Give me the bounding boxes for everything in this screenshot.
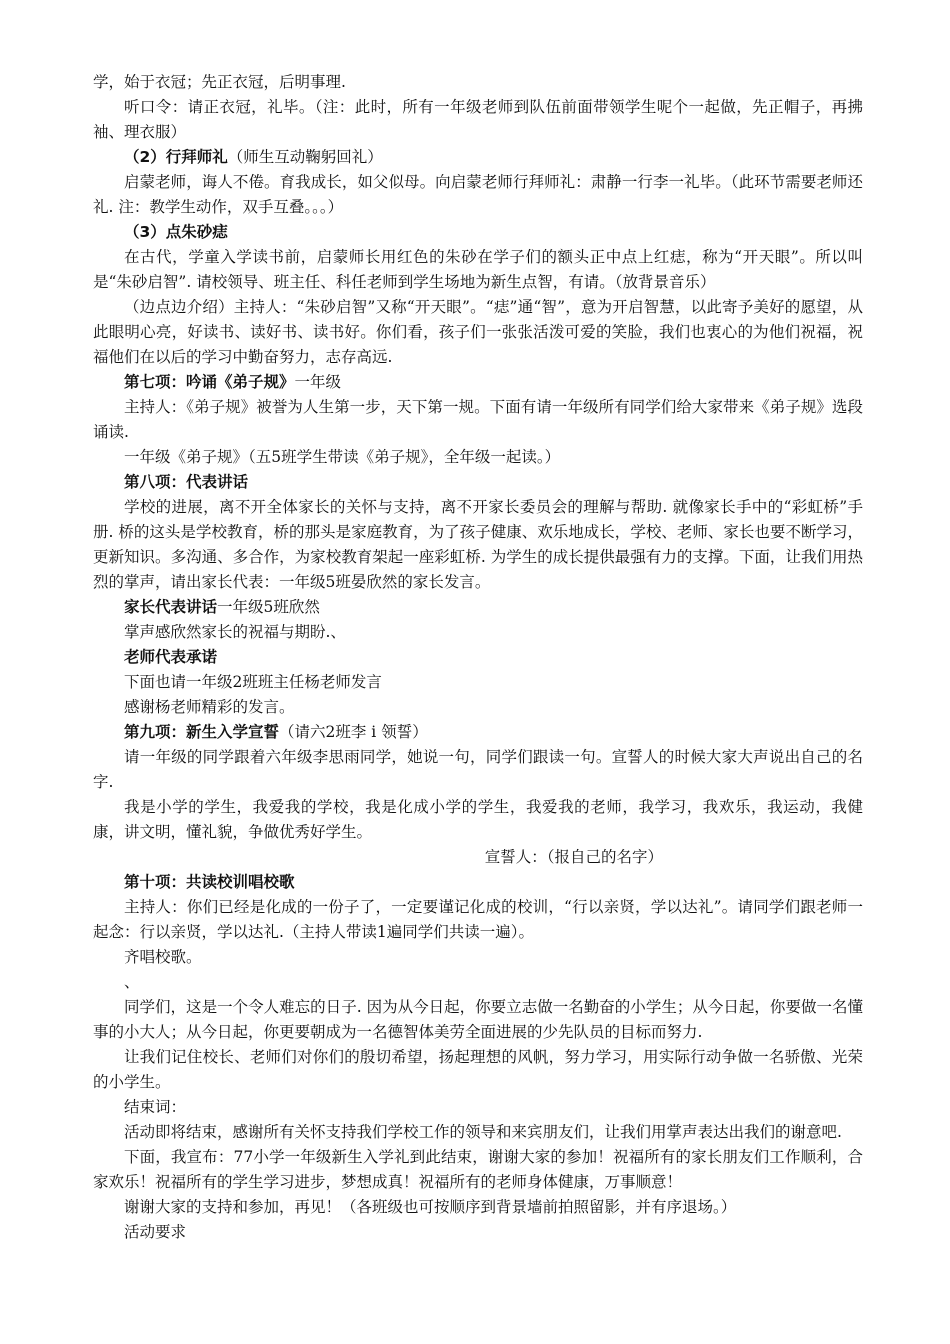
paragraph: 结束词： xyxy=(124,1098,187,1116)
heading-text: 第七项：吟诵《弟子规》 xyxy=(124,373,295,391)
paragraph: 感谢杨老师精彩的发言。 xyxy=(124,698,295,716)
heading-text: （2）行拜师礼 xyxy=(124,148,228,166)
heading-note: （师生互动鞠躬回礼） xyxy=(227,148,383,166)
section-heading: 第十项：共读校训唱校歌 xyxy=(124,873,295,891)
paragraph: 学，始于衣冠；先正衣冠，后明事理. xyxy=(93,73,346,91)
paragraph: 主持人：你们已经是化成的一份子了，一定要谨记化成的校训，“行以亲贤，学以达礼”。请同学们跟老师一起念：行以亲贤，学以达礼.（主持人带读1遍同学们共读一遍）。 xyxy=(93,898,863,941)
paragraph: （边点边介绍）主持人：“朱砂启智”又称“开天眼”。“痣”通“智”，意为开启智慧，以此寄予美好的愿望，从此眼明心亮，好读书、读好书、读书好。你们看，孩子们一张张活泼可爱的笑脸，我们也衷心的为他们祝福，祝福他们在以后的学习中勤奋努力，志存高远. xyxy=(93,298,863,366)
paragraph: 听口令：请正衣冠，礼毕。（注：此时，所有一年级老师到队伍前面带领学生呢个一起做，先正帽子，再拂袖、理衣服） xyxy=(93,98,863,141)
paragraph: 启蒙老师，诲人不倦。育我成长，如父似母。向启蒙老师行拜师礼：肃静一行李一礼毕。（此环节需要老师还礼. 注：教学生动作，双手互叠。。。） xyxy=(93,173,863,216)
section-heading xyxy=(93,595,863,620)
paragraph: 我是小学的学生，我爱我的学校，我是化成小学的学生，我爱我的老师，我学习，我欢乐，我运动，我健康，讲文明，懂礼貌，争做优秀好学生。 xyxy=(93,798,863,841)
paragraph: 同学们，这是一个令人难忘的日子. 因为从今日起，你要立志做一名勤奋的小学生；从今日起，你要做一名懂事的小大人；从今日起，你更要朝成为一名德智体美劳全面进展的少先队员的目标而努力. xyxy=(93,998,863,1041)
paragraph: 掌声感欣然家长的祝福与期盼.、 xyxy=(124,623,346,641)
heading-text: 第九项：新生入学宣誓 xyxy=(124,723,280,741)
paragraph: 齐唱校歌。 xyxy=(124,948,202,966)
section-heading xyxy=(93,720,863,745)
heading-note: （请六2班李 i 领誓） xyxy=(279,723,428,741)
section-heading xyxy=(93,145,863,170)
paragraph: 下面也请一年级2班班主任杨老师发言 xyxy=(124,673,382,691)
paragraph: 下面，我宣布：77小学一年级新生入学礼到此结束，谢谢大家的参加！祝福所有的家长朋友们工作顺利，合家欢乐！祝福所有的学生学习进步，梦想成真！祝福所有的老师身体健康，万事顺意！ xyxy=(93,1148,863,1191)
document-page xyxy=(93,70,863,1245)
paragraph: 让我们记住校长、老师们对你们的殷切希望，扬起理想的风帆，努力学习，用实际行动争做一名骄傲、光荣的小学生。 xyxy=(93,1048,863,1091)
section-heading xyxy=(93,370,863,395)
section-heading: （3）点朱砂痣 xyxy=(124,223,228,241)
paragraph: 请一年级的同学跟着六年级李思雨同学，她说一句，同学们跟读一句。宣誓人的时候大家大声说出自己的名字. xyxy=(93,748,863,791)
heading-note: 一年级5班欣然 xyxy=(217,598,320,616)
section-heading: 第八项：代表讲话 xyxy=(124,473,249,491)
paragraph: 在古代，学童入学读书前，启蒙师长用红色的朱砂在学子们的额头正中点上红痣，称为“开天眼”。所以叫是“朱砂启智”. 请校领导、班主任、科任老师到学生场地为新生点智，有请。（放背景音乐） xyxy=(93,248,863,291)
heading-text: 家长代表讲话 xyxy=(124,598,218,616)
section-heading: 老师代表承诺 xyxy=(124,648,218,666)
paragraph: 主持人：《弟子规》被誉为人生第一步，天下第一规。下面有请一年级所有同学们给大家带来《弟子规》选段诵读. xyxy=(93,398,863,441)
paragraph: 活动即将结束，感谢所有关怀支持我们学校工作的领导和来宾朋友们，让我们用掌声表达出我们的谢意吧. xyxy=(124,1123,842,1141)
oath-signature: 宣誓人：（报自己的名字） xyxy=(484,848,663,866)
paragraph: 一年级《弟子规》（五5班学生带读《弟子规》，全年级一起读。） xyxy=(124,448,561,466)
paragraph: 、 xyxy=(124,973,140,991)
heading-note: 一年级 xyxy=(294,373,342,391)
paragraph: 谢谢大家的支持和参加，再见！（各班级也可按顺序到背景墙前拍照留影，并有序退场。） xyxy=(124,1198,737,1216)
paragraph: 学校的进展，离不开全体家长的关怀与支持，离不开家长委员会的理解与帮助. 就像家长手中的“彩虹桥”手册. 桥的这头是学校教育，桥的那头是家庭教育，为了孩子健康、欢乐地成长，学校、老师、家长也要不断学习，更新知识。多沟通、多合作，为家校教育架起一座彩虹桥. 为学生的成长提供最强有力的支撑。下面，让我们用热烈的掌声，请出家长代表：一年级5班晏欣然的家长发言。 xyxy=(93,498,863,591)
paragraph: 活动要求 xyxy=(124,1223,187,1241)
